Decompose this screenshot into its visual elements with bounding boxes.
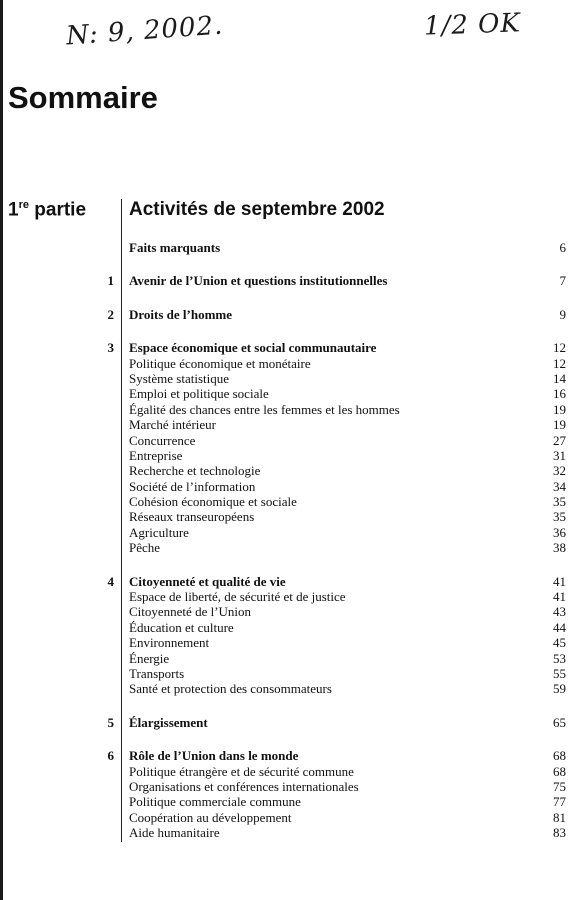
section-number: 1 <box>107 273 114 289</box>
entry-title: Éducation et culture <box>129 619 234 635</box>
entry-page-number: 75 <box>553 778 566 794</box>
entry-title: Concurrence <box>129 432 196 448</box>
entry-title: Politique économique et monétaire <box>129 355 311 371</box>
entry-title: Politique étrangère et de sécurité commune <box>129 763 354 779</box>
entry-page-number: 14 <box>553 370 566 386</box>
toc-section <box>0 307 574 322</box>
entry-page-number: 77 <box>553 794 566 810</box>
toc-entry[interactable] <box>0 540 574 555</box>
entry-title: Système statistique <box>129 370 230 386</box>
entry-title: Cohésion économique et sociale <box>129 494 297 510</box>
entry-title: Égalité des chances entre les femmes et les hommes <box>129 401 400 417</box>
section-page-number: 65 <box>553 714 566 730</box>
entry-title: Réseaux transeuropéens <box>129 509 255 525</box>
entry-title: Espace de liberté, de sécurité et de justice <box>129 589 346 605</box>
section-page-number: 9 <box>559 306 566 322</box>
part-number-suffix: re <box>18 199 29 211</box>
section-number: 3 <box>107 340 114 356</box>
entry-title: Coopération au développement <box>129 809 292 825</box>
toc-section <box>0 340 574 555</box>
section-title: Avenir de l’Union et questions institutionnelles <box>129 273 388 289</box>
entry-page-number: 34 <box>553 478 566 494</box>
section-number: 4 <box>107 573 114 589</box>
toc-entry[interactable] <box>0 448 574 463</box>
part-heading: Activités de septembre 2002 <box>129 199 385 220</box>
section-title: Droits de l’homme <box>129 306 233 322</box>
part-word: partie <box>34 199 87 221</box>
toc-entry[interactable] <box>0 764 574 779</box>
entry-title: Transports <box>129 665 185 681</box>
entry-page-number: 32 <box>553 463 566 479</box>
entry-page-number: 35 <box>553 509 566 525</box>
section-title: Citoyenneté et qualité de vie <box>129 573 286 589</box>
toc-entry[interactable] <box>0 604 574 619</box>
toc-entry[interactable] <box>0 810 574 825</box>
entry-title: Société de l’information <box>129 478 256 494</box>
entry-page-number: 41 <box>553 589 566 605</box>
toc-section-heading[interactable] <box>0 574 574 589</box>
toc-section <box>0 273 574 288</box>
toc-entry[interactable] <box>0 681 574 696</box>
part-label <box>8 199 86 221</box>
toc-entry[interactable] <box>0 494 574 509</box>
toc-entry[interactable] <box>0 589 574 604</box>
entry-page-number: 38 <box>553 540 566 556</box>
toc-section-heading[interactable] <box>0 715 574 730</box>
toc-section <box>0 574 574 697</box>
entry-title: Recherche et technologie <box>129 463 261 479</box>
toc-section-heading[interactable] <box>0 273 574 288</box>
entry-title: Citoyenneté de l’Union <box>129 604 252 620</box>
entry-title: Agriculture <box>129 524 189 540</box>
section-page-number: 41 <box>553 573 566 589</box>
toc-entry[interactable] <box>0 356 574 371</box>
entry-page-number: 19 <box>553 401 566 417</box>
entry-page-number: 31 <box>553 447 566 463</box>
entry-title: Politique commerciale commune <box>129 794 301 810</box>
entry-title: Emploi et politique sociale <box>129 386 269 402</box>
entry-page-number: 44 <box>553 619 566 635</box>
section-number: 6 <box>107 748 114 764</box>
entry-page-number: 53 <box>553 650 566 666</box>
entry-page-number: 35 <box>553 494 566 510</box>
part-number: 1 <box>8 199 19 221</box>
entry-page-number: 59 <box>553 681 566 697</box>
section-page-number: 12 <box>553 340 566 356</box>
section-number: 2 <box>107 306 114 322</box>
toc-entry[interactable] <box>0 525 574 540</box>
entry-page-number: 43 <box>553 604 566 620</box>
toc-entry[interactable] <box>0 779 574 794</box>
section-page-number: 7 <box>559 273 566 289</box>
entry-title: Marché intérieur <box>129 417 216 433</box>
toc-entry[interactable] <box>0 386 574 401</box>
toc-entry[interactable] <box>0 794 574 809</box>
entry-title: Environnement <box>129 635 210 651</box>
entry-page-number: 16 <box>553 386 566 402</box>
entry-page-number: 68 <box>553 763 566 779</box>
section-page-number: 6 <box>559 240 566 255</box>
toc-section-heading[interactable] <box>0 307 574 322</box>
toc-entry[interactable] <box>0 433 574 448</box>
handwritten-issue-note: N: 9, 2002. <box>65 10 225 52</box>
entry-title: Organisations et conférences internationales <box>129 778 359 794</box>
table-of-contents <box>0 240 574 841</box>
toc-entry[interactable] <box>0 509 574 524</box>
toc-entry[interactable] <box>0 479 574 494</box>
toc-section-heading[interactable] <box>0 240 574 255</box>
entry-title: Aide humanitaire <box>129 825 220 841</box>
entry-title: Pêche <box>129 540 161 556</box>
toc-entry[interactable] <box>0 620 574 635</box>
entry-page-number: 27 <box>553 432 566 448</box>
section-title: Espace économique et social communautaire <box>129 340 377 356</box>
entry-title: Entreprise <box>129 447 183 463</box>
toc-section <box>0 715 574 730</box>
entry-page-number: 81 <box>553 809 566 825</box>
entry-page-number: 83 <box>553 825 566 841</box>
entry-page-number: 45 <box>553 635 566 651</box>
toc-entry[interactable] <box>0 635 574 650</box>
section-page-number: 68 <box>553 748 566 764</box>
entry-page-number: 36 <box>553 524 566 540</box>
entry-page-number: 19 <box>553 417 566 433</box>
entry-page-number: 12 <box>553 355 566 371</box>
entry-title: Énergie <box>129 650 170 666</box>
handwritten-status-note: 1/2 OK <box>423 8 522 42</box>
entry-page-number: 55 <box>553 665 566 681</box>
toc-section <box>0 240 574 255</box>
section-title: Rôle de l’Union dans le monde <box>129 748 299 764</box>
section-title: Faits marquants <box>129 240 221 255</box>
toc-entry[interactable] <box>0 666 574 681</box>
section-title: Élargissement <box>129 714 208 730</box>
entry-title: Santé et protection des consommateurs <box>129 681 332 697</box>
toc-entry[interactable] <box>0 371 574 386</box>
toc-entry[interactable] <box>0 463 574 478</box>
toc-entry[interactable] <box>0 417 574 432</box>
toc-section <box>0 748 574 840</box>
toc-entry[interactable] <box>0 402 574 417</box>
toc-entry[interactable] <box>0 651 574 666</box>
page-title: Sommaire <box>8 80 158 115</box>
toc-section-heading[interactable] <box>0 340 574 355</box>
toc-entry[interactable] <box>0 825 574 840</box>
section-number: 5 <box>107 714 114 730</box>
toc-section-heading[interactable] <box>0 748 574 763</box>
